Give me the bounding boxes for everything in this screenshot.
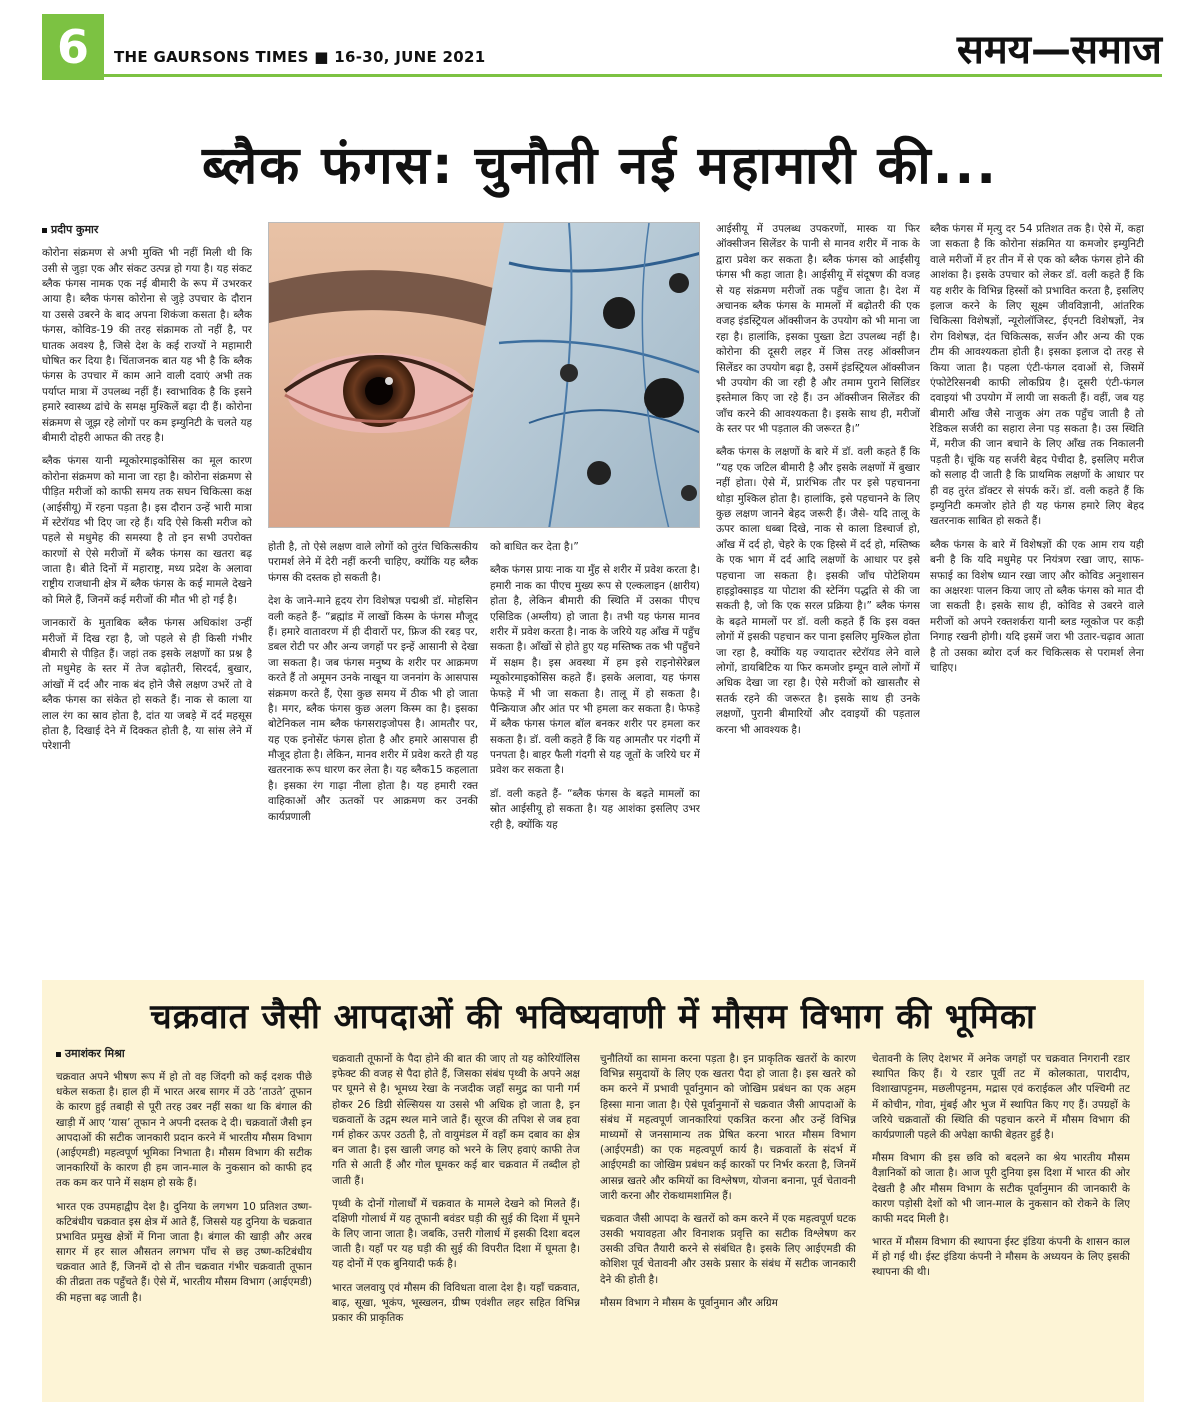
paragraph: भारत में मौसम विभाग की स्थापना ईस्ट इंडिया कंपनी के शासन काल में हो गई थी। ईस्ट इंडिया कंपनी ने मौसम के अध्ययन के लिए इसकी स्थापना की थी। (872, 1236, 1130, 1279)
article2-column-3 (600, 1052, 856, 1396)
paragraph: चेतावनी के लिए देशभर में अनेक जगहों पर चक्रवात निगरानी रडार स्थापित किए हैं। ये रडार पूर्वी तट में कोलकाता, पारादीप, विशाखापट्टनम, मछलीपट्टनम, मद्रास एवं कराईकल और पश्चिमी तट में कोचीन, गोवा, मुंबई और भुज में स्थापित किए गए हैं। उपग्रहों के जरिये चक्रवातों की स्थिति की पहचान करने में मौसम विभाग की कार्यप्रणाली पहले की अपेक्षा काफी बेहतर हुई है। (872, 1053, 1130, 1141)
paragraph: देश के जाने-माने हृदय रोग विशेषज्ञ पद्मश्री डॉ. मोहसिन वली कहते हैं- “ब्रह्मांड में लाखों किस्म के फंगस मौजूद हैं। हमारे वातावरण में ही दीवारों पर, फ्रिज की रबड़ पर, डबल रोटी पर और अन्य जगहों पर इन्हें आसानी से देखा जा सकता है। जब फंगस मनुष्य के शरीर पर आक्रमण करते हैं तो अमूमन उनके नाखून या जननांग के आसपास संक्रमण करते हैं, ऐसा कुछ समय में ठीक भी हो जाता है। मगर, ब्लैक फंगस कुछ अलग किस्म का है। इसका बोटेनिकल नाम ब्लैक फंगसराइजोपस है। आमतौर पर, यह एक इनोसेंट फंगस होता है और हमारे आसपास ही मौजूद होता है। लेकिन, मानव शरीर में प्रवेश करते ही यह खतरनाक रूप धारण कर लेता है। यह ब्लैक15 कहलाता है। इसका रंग गाढ़ा नीला होता है। यह हमारी रक्त वाहिकाओं और ऊतकों पर आक्रमण कर उनकी कार्यप्रणाली (268, 595, 478, 823)
article2-column-1 (56, 1046, 312, 1396)
paragraph: मौसम विभाग ने मौसम के पूर्वानुमान और अग्रिम (600, 1296, 778, 1309)
paragraph: आईसीयू में उपलब्ध उपकरणों, मास्क या फिर ऑक्सीजन सिलेंडर के पानी से मानव शरीर में नाक के द्वारा प्रवेश कर सकता है। ब्लैक फंगस को आईसीयू फंगस भी कहा जाता है। आईसीयू में संदूषण की वजह से यह संक्रमण मरीजों तक पहुँच जाता है। देश में अचानक ब्लैक फंगस के मामलों में बढ़ोतरी की एक वजह इंडस्ट्रियल ऑक्सीजन के उपयोग को भी माना जा रहा है। हालांकि, इसका पुख्ता डेटा उपलब्ध नहीं है। कोरोना की दूसरी लहर में जिस तरह ऑक्सीजन सिलेंडर का उपयोग बढ़ा है, उसमें इंडस्ट्रियल ऑक्सीजन भी उपयोग की जा रही है और तमाम पुराने सिलिंडर इस्तेमाल किए जा रहे हैं। उन ऑक्सीजन सिलेंडर की जाँच करने की आवश्यकता है। इसके साथ ही, मरीजों के स्तर पर भी पड़ताल की जरूरत है।” (716, 223, 920, 436)
paragraph: कोरोना संक्रमण से अभी मुक्ति भी नहीं मिली थी कि उसी से जुड़ा एक और संकट उत्पन्न हो गया है। यह संकट ब्लैक फंगस नामक एक नई बीमारी के रूप में उभरकर आया है। ब्लैक फंगस कोरोना से जुड़े उपचार के दौरान या उससे उबरने के बाद अपना शिकंजा कसता है। ब्लैक फंगस, कोविड-19 की तरह संक्रामक तो नहीं है, पर घातक अवश्य है, जिसे देश के कई राज्यों ने महामारी घोषित कर दिया है। चिंताजनक बात यह भी है कि ब्लैक फंगस के उपचार में काम आने वाली दवाएं अभी तक पर्याप्त मात्रा में उपलब्ध नहीं हैं। स्वाभाविक है कि इसने हमारे स्वास्थ्य ढांचे के समक्ष मुश्किलें बढ़ा दी हैं। कोरोना संक्रमण से जूझ रहे लोगों पर कम इम्युनिटी के चलते यह बीमारी दोहरी आफत की तरह है। (42, 247, 252, 444)
paragraph: डॉ. वली कहते हैं- “ब्लैक फंगस के बढ़ते मामलों का स्रोत आईसीयू हो सकता है। यह आशंका इसलिए उभर रही है, क्योंकि यह (490, 787, 700, 831)
article1-column-5 (930, 222, 1144, 970)
paragraph: चक्रवाती तूफानों के पैदा होने की बात की जाए तो यह कोरियॉलिस इफेक्ट की वजह से पैदा होते हैं, जिसका संबंध पृथ्वी के अपने अक्ष पर घूमने से है। भूमध्य रेखा के नजदीक जहाँ समुद्र का पानी गर्म होकर 26 डिग्री सेल्सियस या उससे भी अधिक हो जाता है, इन चक्रवातों के उद्गम स्थल माने जाते हैं। सूरज की तपिश से जब हवा गर्म होकर ऊपर उठती है, तो वायुमंडल में वहाँ कम दबाव का क्षेत्र बन जाता है। इस खाली जगह को भरने के लिए हवाएं काफी तेज गति से आती हैं और गोल घूमकर कई बार चक्रवात में तब्दील हो जाती हैं। (332, 1053, 580, 1187)
masthead (42, 14, 1162, 80)
paragraph: चक्रवात अपने भीषण रूप में हो तो वह जिंदगी को कई दशक पीछे धकेल सकता है। हाल ही में भारत अरब सागर में उठे ‘ताउते’ तूफान के कारण हुई तबाही से पूरी तरह उबर नहीं सका था कि बंगाल की खाड़ी में आए ‘यास’ तूफान ने अपनी दस्तक दे दी। चक्रवातों जैसी इन आपदाओं की सटीक जानकारी प्रदान करने में भारतीय मौसम विभाग (आईएमडी) महत्वपूर्ण भूमिका निभाता है। मौसम विभाग की सटीक जानकारियों के कारण ही हम जान-माल के नुकसान को काफी हद तक कम कर पाने में सक्षम हो सके हैं। (56, 1071, 312, 1190)
article1-column-3 (490, 540, 700, 970)
paragraph: ब्लैक फंगस के बारे में विशेषज्ञों की एक आम राय यही बनी है कि यदि मधुमेह पर नियंत्रण रखा जाए, साफ-सफाई का विशेष ध्यान रखा जाए और कोविड अनुशासन का अक्षरशः पालन किया जाए तो ब्लैक फंगस को मात दी जा सकती है। इसके साथ ही, कोविड से उबरने वाले मरीजों को अपने रक्तशर्करा यानी ब्लड ग्लूकोज पर कड़ी निगाह रखनी होगी। यदि इसमें जरा भी उतार-चढ़ाव आता है तो उसका ब्योरा दर्ज कर चिकित्सक से परामर्श लेना चाहिए। (930, 538, 1144, 674)
article1-column-2 (268, 540, 478, 970)
paragraph: चुनौतियों का सामना करना पड़ता है। इन प्राकृतिक खतरों के कारण विभिन्न समुदायों के लिए एक खतरा पैदा हो जाता है। इस खतरे को कम करने में प्रभावी पूर्वानुमान को जोखिम प्रबंधन का एक अहम हिस्सा माना जाता है। ऐसे पूर्वानुमानों से चक्रवात जैसी आपदाओं के संबंध में महत्वपूर्ण जानकारियां एकत्रित करना और उन्हें विभिन्न माध्यमों से जनसामान्य तक प्रेषित करना भारत मौसम विभाग (आईएमडी) का एक महत्वपूर्ण कार्य है। चक्रवातों के संदर्भ में आईएमडी का जोखिम प्रबंधन कई कारकों पर निर्भर करता है, जिनमें आसन्न खतरे और कमियों का विश्लेषण, योजना बनाना, पूर्व चेतावनी जारी करना और रोकथामशामिल हैं। (600, 1053, 856, 1202)
article2-column-4 (872, 1052, 1130, 1396)
masthead-rule (104, 74, 1162, 77)
article2-byline (56, 1046, 312, 1062)
article-photo-eye-and-fungus (268, 222, 700, 528)
paragraph: भारत एक उपमहाद्वीप देश है। दुनिया के लगभग 10 प्रतिशत उष्ण-कटिबंधीय चक्रवात इस क्षेत्र में आते हैं, जिससे यह दुनिया के चक्रवात प्रभावित प्रमुख क्षेत्रों में गिना जाता है। बंगाल की खाड़ी और अरब सागर में हर साल औसतन लगभग पाँच से छह उष्ण-कटिबंधीय चक्रवात आते हैं, जिनमें दो से तीन चक्रवात गंभीर चक्रवाती तूफान की तीव्रता तक पहुँचते हैं। ऐसे में, भारतीय मौसम विभाग (आईएमडी) की महत्ता बढ़ जाती है। (56, 1200, 312, 1304)
paper-name-date: THE GAURSONS TIMES ■ 16-30, JUNE 2021 (114, 48, 486, 66)
paragraph: ब्लैक फंगस प्रायः नाक या मुँह से शरीर में प्रवेश करता है। हमारी नाक का पीएच मुख्य रूप से एल्कलाइन (क्षारीय) होता है, लेकिन बीमारी की स्थिति में उसका पीएच एसिडिक (अम्लीय) हो जाता है। तभी यह फंगस मानव शरीर में प्रवेश करता है। नाक के जरिये यह आँख में पहुँच सकता है। आँखों से होते हुए यह मस्तिष्क तक भी पहुँचने में सक्षम है। इस अवस्था में हम इसे राइनोसेरेब्रल म्यूकोरमाइकोसिस कहते हैं। इसके अलावा, यह फंगस फेफड़े में भी जा सकता है। तालू में हो सकता है। पैन्क्रियाज और आंत पर भी हमला कर सकता है। फेफड़े में ब्लैक फंगस फंगल बॉल बनकर शरीर पर हमला कर सकता है। डॉ. वली कहते हैं कि यह आमतौर पर गंदगी में पनपता है। बाहर फैली गंदगी से यह जूतों के जरिये घर में प्रवेश कर सकता है। (490, 564, 700, 777)
paragraph: होती है, तो ऐसे लक्षण वाले लोगों को तुरंत चिकित्सकीय परामर्श लेने में देरी नहीं करनी चाहिए, क्योंकि यह ब्लैक फंगस की दस्तक हो सकती है। (268, 541, 478, 584)
paragraph: ब्लैक फंगस में मृत्यु दर 54 प्रतिशत तक है। ऐसे में, कहा जा सकता है कि कोरोना संक्रमित या कमजोर इम्युनिटी वाले मरीजों में हर तीन में से एक को ब्लैक फंगस होने की आशंका है। इसके उपचार को लेकर डॉ. वली कहते हैं कि यह शरीर के विभिन्न हिस्सों को प्रभावित करता है, इसलिए इलाज करने के लिए सूक्ष्म जीवविज्ञानी, आंतरिक चिकित्सा विशेषज्ञों, न्यूरोलॉजिस्ट, ईएनटी विशेषज्ञों, नेत्र रोग विशेषज्ञ, दंत चिकित्सक, सर्जन और अन्य की एक टीम की आवश्यकता होती है। इसका इलाज दो तरह से किया जाता है। पहला एंटी-फंगल दवाओं से, जिसमें एंफोटेरिसनबी काफी लोकप्रिय है। दूसरी एंटी-फंगल दवाइयां भी उपयोग में लायी जा सकती हैं। वहीं, जब यह बीमारी आँख जैसे नाजुक अंग तक पहुँच जाती है तो रेडिकल सर्जरी का सहारा लेना पड़ सकता है। उस स्थिति में, मरीज की जान बचाने के लिए आँख तक निकालनी पड़ती है। चूंकि यह सर्जरी बेहद पेचीदा है, इसलिए मरीज को सलाह दी जाती है कि प्राथमिक लक्षणों के आधार पर ही वह तुरंत डॉक्टर से संपर्क करें। डॉ. वली कहते हैं कि इम्युनिटी कमजोर होते ही यह फंगस हमारे लिए बेहद खतरनाक साबित हो सकते हैं। (930, 223, 1144, 528)
article1-column-1 (42, 222, 252, 970)
paragraph: मौसम विभाग की इस छवि को बदलने का श्रेय भारतीय मौसम वैज्ञानिकों को जाता है। आज पूरी दुनिया इस दिशा में भारत की ओर देखती है और मौसम विभाग के सटीक पूर्वानुमान की जानकारी के कारण पड़ोसी देशों को भी जान-माल के नुकसान को रोकने के लिए काफी मदद मिली है। (872, 1152, 1130, 1225)
byline-text: प्रदीप कुमार (51, 223, 99, 236)
paragraph: ब्लैक फंगस के लक्षणों के बारे में डॉ. वली कहते हैं कि “यह एक जटिल बीमारी है और इसके लक्षणों में बुखार नहीं होता। ऐसे में, प्रारंभिक तौर पर इसे पहचानना थोड़ा मुश्किल होता है। हालांकि, इसे पहचानने के लिए कुछ लक्षण जानने बेहद जरूरी हैं। जैसे- यदि तालू के ऊपर काला धब्बा दिखे, नाक से काला डिस्चार्ज हो, आँख में दर्द हो, चेहरे के एक हिस्से में दर्द हो, मस्तिष्क के एक भाग में दर्द आदि लक्षणों के आधार पर इसे पहचाना जा सकता है। इसकी जाँच पोटेशियम हाइड्रोक्साइड या पोटाश की स्टेनिंग पद्धति से की जा सकती है, जो कि एक सरल प्रक्रिया है।” ब्लैक फंगस के बढ़ते मामलों पर डॉ. वली कहते हैं कि इस वक्त लोगों में इसकी पहचान कर पाना इसलिए मुश्किल होता जा रहा है, क्योंकि यह ज्यादातर स्टेरॉयड लेने वाले लोगों, डायबिटिक या फिर कमजोर इम्यून वाले लोगों में अधिक देखा जा रहा है। ऐसे मरीजों को खासतौर से सतर्क रहने की जरूरत है। इसके साथ ही उनके लक्षणों, पुरानी बीमारियों और दवाइयों की पड़ताल करना भी आवश्यक है। (716, 446, 920, 736)
article1-byline (42, 222, 252, 238)
paragraph: पृथ्वी के दोनों गोलार्धों में चक्रवात के मामले देखने को मिलते हैं। दक्षिणी गोलार्ध में यह तूफानी बवंडर घड़ी की सुई की दिशा में घूमने के लिए जाना जाता है। जबकि, उत्तरी गोलार्ध में इसकी दिशा बदल जाती है। यहाँ पर यह घड़ी की सुई की विपरीत दिशा में घूमता है। यह दोनों में एक बुनियादी फर्क है। (332, 1197, 580, 1271)
paragraph: जानकारों के मुताबिक ब्लैक फंगस अधिकांश उन्हीं मरीजों में दिख रहा है, जो पहले से ही किसी गंभीर बीमारी से पीड़ित हैं। जहां तक इसके लक्षणों का प्रश्न है तो मधुमेह के स्तर में तेज बढ़ोतरी, सिरदर्द, बुखार, आंखों में दर्द और नाक बंद होने जैसे लक्षण उभरें तो वे ब्लैक फंगस का संकेत हो सकते हैं। नाक से काला या लाल रंग का स्राव होता है, दांत या जबड़े में दर्द महसूस होता है, दिखाई देने में दिक्कत होती है, या सांस लेने में परेशानी (42, 617, 252, 753)
section-title: समय—समाज (956, 27, 1162, 73)
byline-text: उमाशंकर मिश्रा (65, 1047, 125, 1060)
paragraph: को बाधित कर देता है।” (490, 541, 579, 553)
paragraph: ब्लैक फंगस यानी म्यूकोरमाइकोसिस का मूल कारण कोरोना संक्रमण को माना जा रहा है। कोरोना संक्रमण से पीड़ित मरीजों को काफी समय तक सघन चिकित्सा कक्ष (आईसीयू) में रहना पड़ता है। इस दौरान उन्हें भारी मात्रा में स्टेरॉयड भी दिए जा रहे हैं। यदि ऐसे किसी मरीज को पहले से मधुमेह की समस्या है तो इन सभी उपरोक्त कारणों से ऐसे मरीजों में ब्लैक फंगस का खतरा बढ़ जाता है। बीते दिनों में महाराष्ट्र, मध्य प्रदेश के अलावा राष्ट्रीय राजधानी क्षेत्र में ब्लैक फंगस के कई मामले देखने को मिले हैं, जिनमें कई मरीजों की मौत भी हो गई है। (42, 455, 252, 606)
article2-headline: चक्रवात जैसी आपदाओं की भविष्यवाणी में मौसम विभाग की भूमिका (150, 997, 1036, 1037)
article1-column-4 (716, 222, 920, 970)
article2-column-2 (332, 1052, 580, 1396)
article2-box (42, 980, 1144, 1402)
paragraph: भारत जलवायु एवं मौसम की विविधता वाला देश है। यहाँ चक्रवात, बाढ़, सूखा, भूकंप, भूस्खलन, ग्रीष्म एवंशीत लहर सहित विभिन्न प्रकार की प्राकृतिक (332, 1281, 580, 1324)
paragraph: चक्रवात जैसी आपदा के खतरों को कम करने में एक महत्वपूर्ण घटक उसकी भयावहता और विनाशक प्रवृत्ति का सटीक विश्लेषण कर उसकी उचित तैयारी करने से संबंधित है। इसके लिए आईएमडी की कोशिश पूर्व चेतावनी और उसके प्रसार के संबंध में सटीक जानकारी देने की होती है। (600, 1212, 856, 1286)
page-number: 6 (42, 14, 104, 80)
article1-headline: ब्लैक फंगस: चुनौती नई महामारी की... (201, 136, 999, 196)
